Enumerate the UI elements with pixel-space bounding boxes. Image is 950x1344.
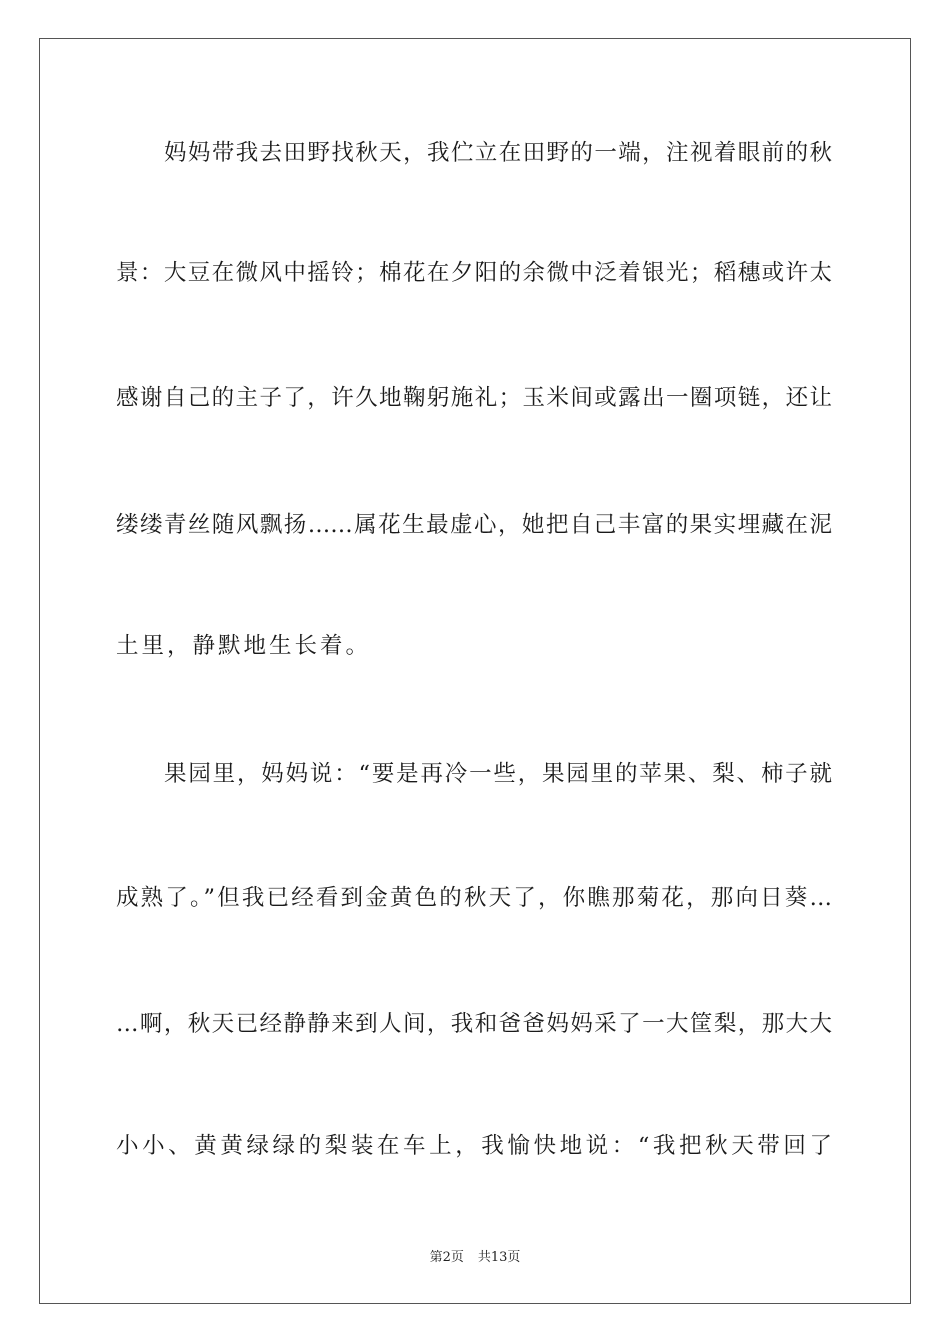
paragraph-1-line-5: 土里，静默地生长着。 <box>116 633 372 659</box>
page-footer <box>0 1248 950 1268</box>
paragraph-2-line-2: 成熟了。”但我已经看到金黄色的秋天了，你瞧那菊花，那向日葵… <box>116 885 832 911</box>
paragraph-1-line-1: 妈妈带我去田野找秋天，我伫立在田野的一端，注视着眼前的秋 <box>164 140 832 166</box>
paragraph-1-line-2: 景：大豆在微风中摇铃；棉花在夕阳的余微中泛着银光；稻穗或许太 <box>116 260 832 286</box>
page-frame <box>39 38 911 1304</box>
paragraph-2-line-3: …啊，秋天已经静静来到人间，我和爸爸妈妈采了一大筐梨，那大大 <box>116 1011 832 1037</box>
paragraph-2-line-4: 小小、黄黄绿绿的梨装在车上，我愉快地说：“我把秋天带回了 <box>116 1133 832 1159</box>
paragraph-2-line-1: 果园里，妈妈说：“要是再冷一些，果园里的苹果、梨、柿子就 <box>164 761 832 787</box>
paragraph-1-line-3: 感谢自己的主子了，许久地鞠躬施礼；玉米间或露出一圈项链，还让 <box>116 385 832 411</box>
page-number: 第2页 <box>429 1250 464 1265</box>
page-total: 共13页 <box>477 1250 521 1265</box>
paragraph-1-line-4: 缕缕青丝随风飘扬……属花生最虚心，她把自己丰富的果实埋藏在泥 <box>116 512 832 538</box>
